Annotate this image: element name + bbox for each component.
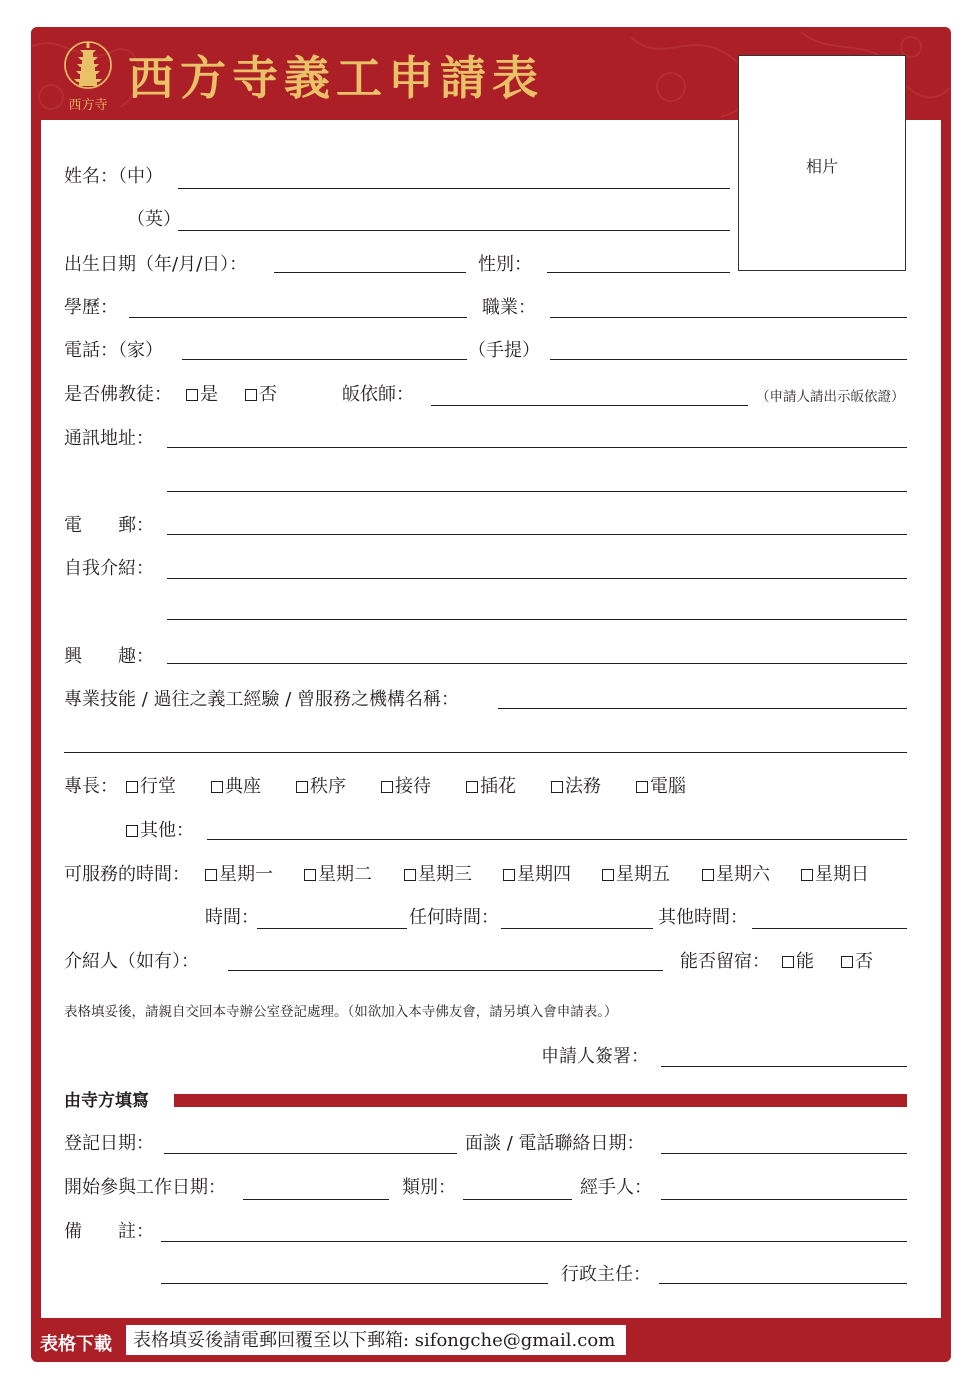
specialty-option[interactable] [466,776,516,798]
other-time-line[interactable] [752,928,907,929]
education-label: 學歷： [64,297,118,318]
refuge-master-line[interactable] [431,405,748,406]
occupation-line[interactable] [550,317,907,318]
register-date-line[interactable] [164,1153,457,1154]
refuge-note: （申請人請出示皈依證） [756,389,905,405]
time-line[interactable] [257,928,407,929]
intro-label: 自我介紹： [64,558,154,579]
day-text: 星期六 [716,864,770,885]
education-line[interactable] [129,317,467,318]
remarks-line-2[interactable] [161,1283,548,1284]
interview-date-line[interactable] [661,1153,907,1154]
specialty-text: 插花 [480,776,516,797]
logo-text: 西方寺 [68,98,108,113]
admin-label: 行政主任： [561,1264,651,1285]
availability-label: 可服務的時間： [64,864,190,885]
day-option[interactable] [602,864,670,886]
register-date-label: 登記日期： [64,1133,154,1154]
category-line[interactable] [463,1199,572,1200]
day-option[interactable] [702,864,770,886]
phone-home-line[interactable] [182,359,467,360]
category-label: 類別： [402,1177,456,1198]
no-text: 否 [259,384,277,405]
specialty-text: 行堂 [140,776,176,797]
specialty-option[interactable] [381,776,431,798]
specialty-text: 接待 [395,776,431,797]
checkbox[interactable] [296,781,308,793]
remarks-label: 備 註： [64,1221,154,1242]
day-option[interactable] [801,864,869,886]
intro-line-2[interactable] [167,619,907,620]
photo-label: 相片 [805,157,838,176]
gender-label: 性別： [478,254,532,275]
checkbox[interactable] [404,869,416,881]
referrer-line[interactable] [228,970,663,971]
name-label: 姓名：（中） [64,166,163,187]
checkbox[interactable] [841,956,853,968]
photo-box[interactable] [738,55,906,271]
checkbox[interactable] [211,781,223,793]
name-en-line[interactable] [178,230,730,231]
download-label[interactable]: 表格下載 [40,1334,112,1355]
checkbox[interactable] [205,869,217,881]
interview-date-label: 面談 / 電話聯絡日期： [465,1133,645,1154]
checkbox[interactable] [381,781,393,793]
day-text: 星期三 [418,864,472,885]
specialty-other-text: 其他： [140,820,194,841]
remarks-line-1[interactable] [161,1241,907,1242]
gender-line[interactable] [547,272,730,273]
buddhist-no-option[interactable] [245,384,277,406]
specialty-option[interactable] [551,776,601,798]
section-divider-bar [174,1094,907,1107]
specialty-other-option[interactable] [126,820,194,842]
start-date-line[interactable] [243,1199,389,1200]
address-label: 通訊地址： [64,428,154,449]
signature-label: 申請人簽署： [541,1046,649,1067]
specialty-label: 專長： [64,776,118,797]
day-option[interactable] [404,864,472,886]
checkbox[interactable] [636,781,648,793]
checkbox[interactable] [126,781,138,793]
specialty-option[interactable] [211,776,261,798]
name-zh-line[interactable] [178,188,730,189]
specialty-option[interactable] [126,776,176,798]
download-instruction: 表格填妥後請電郵回覆至以下郵箱: sifongche@gmail.com [133,1330,616,1351]
anytime-line[interactable] [501,928,653,929]
referrer-label: 介紹人（如有）： [64,951,199,972]
specialty-text: 典座 [225,776,261,797]
birth-line[interactable] [274,272,466,273]
birth-label: 出生日期（年/月/日）： [64,254,248,275]
submission-note: 表格填妥後，請親自交回本寺辦公室登記處理。（如欲加入本寺佛友會，請另填入會申請表。） [64,1004,618,1020]
day-text: 星期一 [219,864,273,885]
stay-no-option[interactable] [841,951,873,973]
checkbox[interactable] [245,389,257,401]
yes-text: 是 [200,384,218,405]
stay-yes-option[interactable] [782,951,814,973]
specialty-text: 電腦 [650,776,686,797]
specialty-option[interactable] [296,776,346,798]
time-label: 時間： [205,907,259,928]
phone-home-label: 電話：（家） [64,340,163,361]
checkbox[interactable] [782,956,794,968]
anytime-label: 任何時間： [409,907,499,928]
checkbox[interactable] [126,825,138,837]
day-text: 星期四 [517,864,571,885]
page-title: 西方寺義工申請表 [128,51,544,105]
buddhist-yes-option[interactable] [186,384,218,406]
office-section-title: 由寺方填寫 [64,1091,149,1111]
day-text: 星期二 [318,864,372,885]
specialty-text: 法務 [565,776,601,797]
admin-line[interactable] [659,1283,907,1284]
checkbox[interactable] [466,781,478,793]
interest-line[interactable] [167,663,907,664]
day-text: 星期五 [616,864,670,885]
skills-line-1[interactable] [498,708,907,709]
address-line-2[interactable] [167,491,907,492]
occupation-label: 職業： [482,297,536,318]
stay-no-text: 否 [855,951,873,972]
day-text: 星期日 [815,864,869,885]
phone-mobile-line[interactable] [550,359,907,360]
email-line[interactable] [167,534,907,535]
refuge-master-label: 皈依師： [342,384,414,405]
checkbox[interactable] [801,869,813,881]
buddhist-label: 是否佛教徒： [64,384,172,405]
interest-label: 興 趣： [64,646,154,667]
specialty-option[interactable] [636,776,686,798]
handler-label: 經手人： [580,1177,652,1198]
checkbox[interactable] [551,781,563,793]
checkbox[interactable] [602,869,614,881]
day-option[interactable] [205,864,273,886]
checkbox[interactable] [503,869,515,881]
intro-line-1[interactable] [167,578,907,579]
checkbox[interactable] [186,389,198,401]
phone-mobile-label: （手提） [468,340,540,361]
stay-label: 能否留宿： [680,951,770,972]
stay-yes-text: 能 [796,951,814,972]
signature-line[interactable] [661,1066,907,1067]
skills-line-2[interactable] [64,752,907,753]
other-time-label: 其他時間： [658,907,748,928]
address-line-1[interactable] [167,447,907,448]
start-date-label: 開始參與工作日期： [64,1177,226,1198]
email-label: 電 郵： [64,515,154,536]
day-option[interactable] [304,864,372,886]
specialty-other-line[interactable] [207,839,907,840]
handler-line[interactable] [661,1199,907,1200]
specialty-text: 秩序 [310,776,346,797]
checkbox[interactable] [304,869,316,881]
name-en-label: （英） [127,209,181,230]
checkbox[interactable] [702,869,714,881]
skills-label: 專業技能 / 過往之義工經驗 / 曾服務之機構名稱： [64,689,460,710]
day-option[interactable] [503,864,571,886]
